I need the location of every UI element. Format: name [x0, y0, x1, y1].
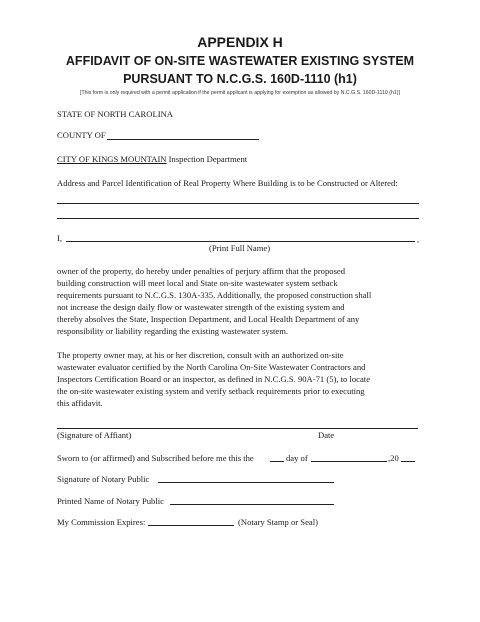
- form-title-line1: AFFIDAVIT OF ON-SITE WASTEWATER EXISTING SYSTEM: [65, 54, 415, 68]
- consultation-line: wastewater evaluator certified by the North Carolina On-Site Wastewater Contractors and: [57, 362, 366, 373]
- city-name: CITY OF KINGS MOUNTAIN: [57, 154, 167, 164]
- address-label: Address and Parcel Identification of Real Property Where Building is to be Constructed or Altered:: [57, 178, 398, 188]
- consultation-line: Inspectors Certification Board or an inspector, as defined in N.C.G.S. 90A-71 (5), to locate: [57, 374, 371, 385]
- notary-signature-field[interactable]: [158, 482, 334, 483]
- affirmation-paragraph: [57, 265, 425, 338]
- day-of-label: day of: [286, 453, 308, 463]
- affiant-signature-label: (Signature of Affiant): [57, 430, 132, 440]
- commission-expires-field[interactable]: [148, 525, 234, 526]
- date-label: Date: [318, 430, 335, 440]
- notary-stamp-label: (Notary Stamp or Seal): [238, 517, 318, 527]
- name-suffix: ,: [417, 234, 420, 244]
- year-prefix: ,20: [388, 453, 399, 463]
- day-field[interactable]: [270, 461, 284, 462]
- affirmation-line: thereby absolves the State, Inspection Department, and Local Health Department of any: [57, 314, 360, 325]
- sworn-text: Sworn to (or affirmed) and Subscribed before me this the: [57, 453, 254, 463]
- affirmation-line: building construction will meet local and State on-site wastewater system setback: [57, 278, 338, 289]
- affirmation-line: requirements pursuant to N.C.G.S. 130A-335. Additionally, the proposed construction shall: [57, 290, 372, 301]
- print-name-caption: (Print Full Name): [209, 243, 271, 253]
- affiant-signature-field[interactable]: [57, 428, 418, 429]
- consultation-paragraph: [57, 349, 425, 409]
- month-field[interactable]: [311, 461, 387, 462]
- consultation-line: this affidavit.: [57, 398, 103, 409]
- city-line: [57, 154, 247, 164]
- notary-signature-label: Signature of Notary Public: [57, 474, 150, 484]
- affirmation-line: responsibility or liability regarding the existing wastewater system.: [57, 326, 289, 337]
- appendix-heading: APPENDIX H: [197, 34, 283, 50]
- year-field[interactable]: [401, 461, 415, 462]
- city-department: Inspection Department: [168, 154, 248, 164]
- consultation-line: the on-site wastewater existing system and verify setback requirements prior to executing: [57, 386, 365, 397]
- commission-expires-label: My Commission Expires:: [57, 517, 146, 527]
- form-note: [This form is only required with a permit application if the permit applicant is applying for exemption as allowed by N.C.G.S. 160D-1110 (h1)]: [80, 90, 400, 96]
- notary-printed-name-field[interactable]: [170, 504, 334, 505]
- affirmation-line: owner of the property, do hereby under penalties of perjury affirm that the proposed: [57, 266, 346, 276]
- form-title-line2: PURSUANT TO N.C.G.S. 160D-1110 (h1): [123, 72, 357, 86]
- full-name-field[interactable]: [66, 241, 415, 242]
- address-field-line1[interactable]: [57, 203, 419, 204]
- address-field-line2[interactable]: [57, 218, 419, 219]
- consultation-line: The property owner may, at his or her discretion, consult with an authorized on-site: [57, 350, 344, 360]
- county-field[interactable]: [107, 139, 259, 140]
- affirmation-line: not increase the design daily flow or wastewater strength of the existing system and: [57, 302, 345, 313]
- county-label: COUNTY OF: [57, 130, 106, 140]
- name-prefix: I,: [57, 233, 63, 243]
- state-label: STATE OF NORTH CAROLINA: [57, 109, 174, 119]
- notary-printed-name-label: Printed Name of Notary Public: [57, 496, 164, 506]
